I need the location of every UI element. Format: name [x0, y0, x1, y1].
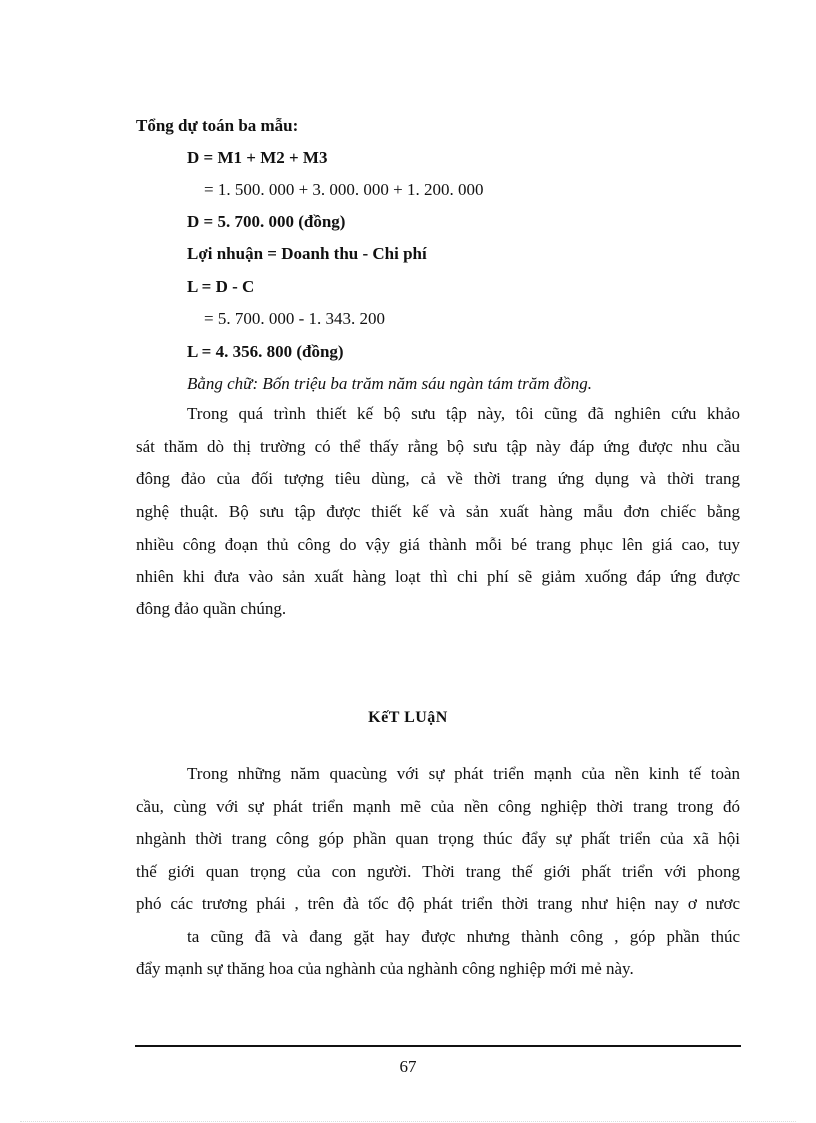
paragraph1-line: đông đảo của đối tượng tiêu dùng, cả về thời trang ứng dụng và thời trang	[136, 469, 740, 488]
paragraph1-line: đông đảo quần chúng.	[136, 599, 287, 618]
page-number: 67	[399, 1057, 417, 1076]
conclusion-line: đẩy mạnh sự thăng hoa của nghành của nghành công nghiệp mới mẻ này.	[136, 959, 634, 978]
page-bottom-edge	[20, 1121, 796, 1122]
paragraph1-line: nhiều công đoạn thủ công do vậy giá thành mỗi bé trang phục lên giá cao, tuy	[136, 535, 740, 554]
footer-rule	[135, 1045, 741, 1047]
paragraph1-line: nghệ thuật. Bộ sưu tập được thiết kế và sản xuất hàng mẫu đơn chiếc bằng	[136, 502, 740, 521]
formula-l: L = D - C	[187, 277, 255, 296]
paragraph1-line: nhiên khi đưa vào sản xuất hàng loạt thì chi phí sẽ giảm xuống đáp ứng được	[136, 567, 740, 586]
profit-label: Lợi nhuận = Doanh thu - Chi phí	[187, 244, 427, 263]
result-l: L = 4. 356. 800 (đồng)	[187, 342, 344, 361]
conclusion-line: ta cũng đã và đang gặt hay được nhưng thành công , góp phần thúc	[187, 927, 740, 946]
conclusion-line: thế giới quan trọng của con người. Thời trang thế giới phất triển với phong	[136, 862, 740, 881]
paragraph1-line: Trong quá trình thiết kế bộ sưu tập này, tôi cũng đã nghiên cứu khảo	[187, 404, 740, 423]
formula-d: D = M1 + M2 + M3	[187, 148, 328, 167]
paragraph1-line: sát thăm dò thị trường có thể thấy rằng bộ sưu tập này đáp ứng được nhu cầu	[136, 437, 740, 456]
sum-l: = 5. 700. 000 - 1. 343. 200	[204, 309, 385, 328]
conclusion-line: cầu, cùng với sự phát triển mạnh mẽ của nền công nghiệp thời trang trong đó	[136, 797, 740, 816]
conclusion-line: nhgành thời trang công góp phần quan trọng thúc đẩy sự phất triển của xã hội	[136, 829, 740, 848]
conclusion-line: Trong những năm quacùng với sự phát triển mạnh của nền kinh tế toàn	[187, 764, 740, 783]
conclusion-title: KếT LUậN	[368, 709, 448, 726]
result-d: D = 5. 700. 000 (đồng)	[187, 212, 346, 231]
sum-d: = 1. 500. 000 + 3. 000. 000 + 1. 200. 000	[204, 180, 484, 199]
estimate-heading: Tổng dự toán ba mẫu:	[136, 116, 299, 135]
amount-in-words: Bằng chữ: Bốn triệu ba trăm năm sáu ngàn tám trăm đồng.	[187, 374, 592, 393]
conclusion-line: phó các trương phái , trên đà tốc độ phát triển thời trang như hiện nay ơ nươc	[136, 894, 740, 913]
